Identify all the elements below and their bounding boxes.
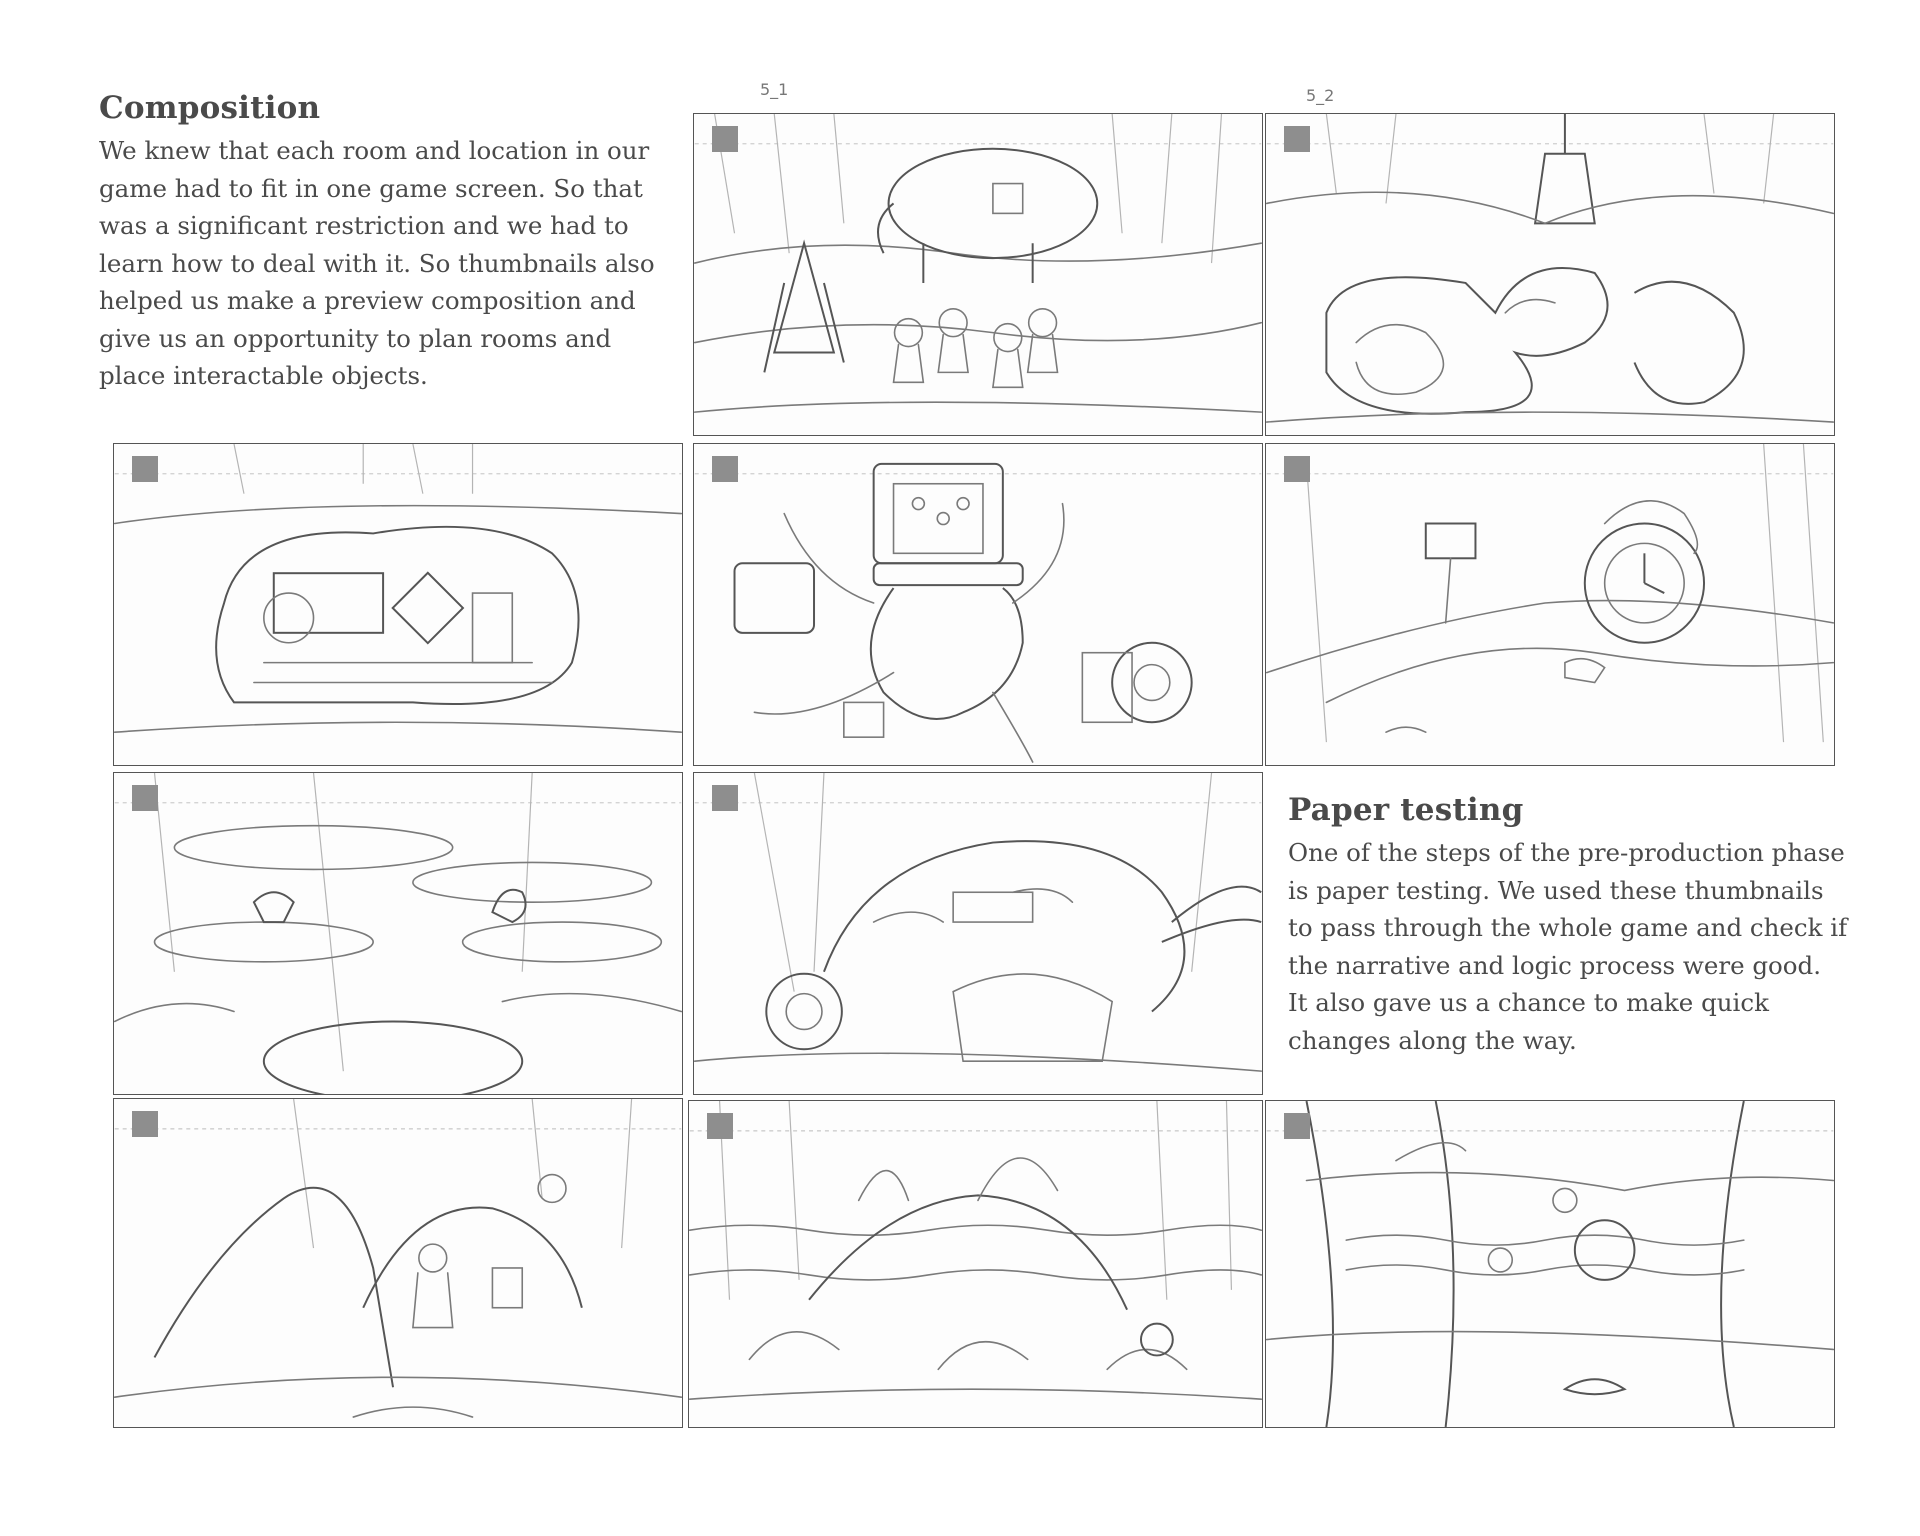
thumbnail-frame-8 <box>113 1098 683 1428</box>
thumbnail-frame-10 <box>1265 1100 1835 1428</box>
sketch-workshop-hollow <box>114 444 682 765</box>
frame-marker <box>132 785 158 811</box>
frame-marker <box>712 785 738 811</box>
thumbnail-frame-3 <box>113 443 683 766</box>
thumbnail-frame-5 <box>1265 443 1835 766</box>
sketch-forest-nest <box>1266 1101 1834 1427</box>
thumbnail-frame-2 <box>1265 113 1835 436</box>
composition-heading: Composition <box>99 90 321 126</box>
sketch-clock-machine <box>1266 444 1834 765</box>
frame-marker <box>1284 456 1310 482</box>
sketch-hill-characters <box>114 1099 682 1427</box>
frame-marker <box>712 456 738 482</box>
thumbnail-frame-6 <box>113 772 683 1095</box>
sketch-mammoth-camp <box>694 114 1262 435</box>
composition-section <box>99 90 659 395</box>
frame-label-5-1: 5_1 <box>760 80 789 99</box>
frame-marker <box>132 456 158 482</box>
frame-label-5-2: 5_2 <box>1306 86 1335 105</box>
frame-marker <box>1284 1113 1310 1139</box>
composition-body: We knew that each room and location in our game had to fit in one game screen. So that was a significant restriction and we had to learn how to deal with it. So thumbnails also helped us make a preview composition and give us an opportunity to plan rooms and place interactable objects. <box>99 136 655 390</box>
thumbnail-frame-7 <box>693 772 1263 1095</box>
frame-marker <box>132 1111 158 1137</box>
paper-testing-section <box>1288 792 1848 1059</box>
sketch-snail-village <box>694 773 1262 1094</box>
sketch-burrow-tunnel <box>1266 114 1834 435</box>
sketch-mushroom-hills <box>689 1101 1262 1427</box>
sketch-octopus-monitor <box>694 444 1262 765</box>
thumbnail-frame-4 <box>693 443 1263 766</box>
frame-marker <box>707 1113 733 1139</box>
paper-testing-heading: Paper testing <box>1288 792 1524 828</box>
thumbnail-frame-9 <box>688 1100 1263 1428</box>
thumbnail-frame-1 <box>693 113 1263 436</box>
paper-testing-body: One of the steps of the pre-production phase is paper testing. We used these thumbnails to pass through the whole game and check if the narrative and logic process were good. It also gave us a chance to make quick changes along the way. <box>1288 838 1848 1055</box>
frame-marker <box>1284 126 1310 152</box>
frame-marker <box>712 126 738 152</box>
sketch-floating-islands <box>114 773 682 1094</box>
